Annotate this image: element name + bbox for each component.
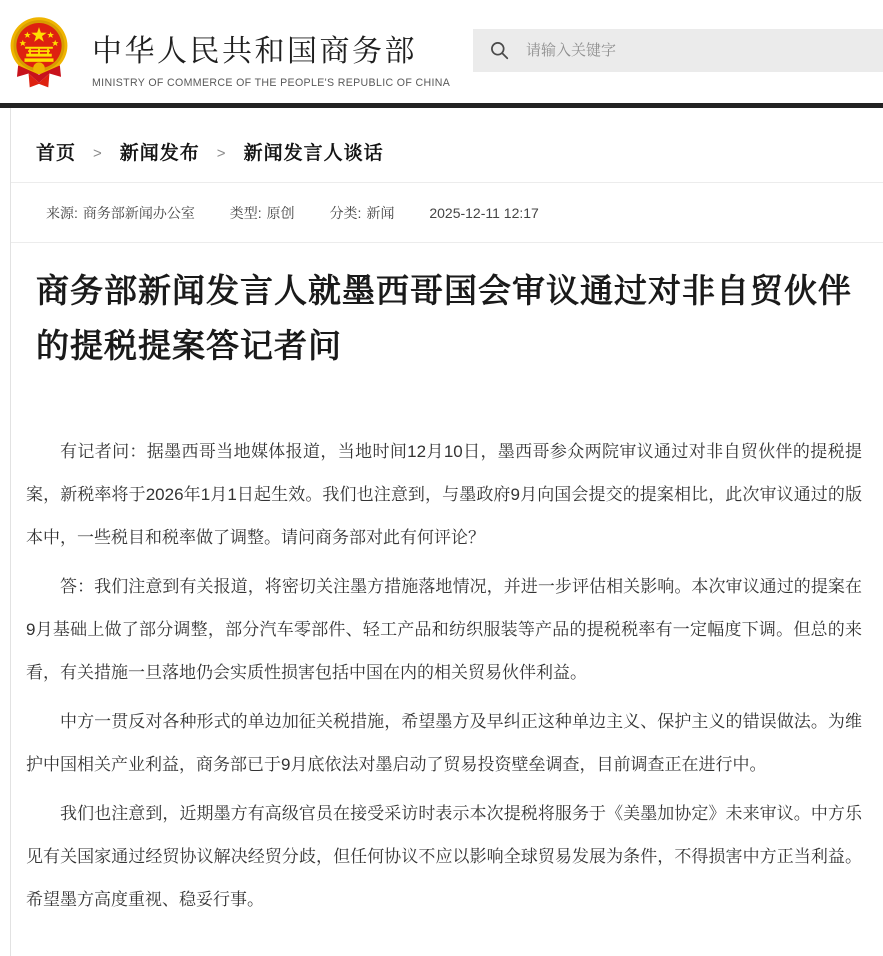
- breadcrumb-separator-icon: >: [216, 145, 227, 162]
- article: [11, 263, 883, 921]
- meta-source-label: 来源:: [46, 205, 78, 221]
- breadcrumb-item-news-release[interactable]: 新闻发布: [119, 143, 200, 164]
- article-paragraph-4: 我们也注意到，近期墨方有高级官员在接受采访时表示本次提税将服务于《美墨加协定》未来审议。中方乐见有关国家通过经贸协议解决经贸分歧，但任何协议不应以影响全球贸易发展为条件，不得损害中方正当利益。希望墨方高度重视、稳妥行事。: [26, 804, 862, 909]
- article-paragraph-3: 中方一贯反对各种形式的单边加征关税措施，希望墨方及早纠正这种单边主义、保护主义的错误做法。为维护中国相关产业利益，商务部已于9月底依法对墨启动了贸易投资壁垒调查，目前调查正在进行中。: [26, 712, 862, 774]
- breadcrumb-item-home[interactable]: 首页: [36, 143, 77, 164]
- search-icon[interactable]: [490, 41, 509, 60]
- article-paragraph-2: 答：我们注意到有关报道，将密切关注墨方措施落地情况，并进一步评估相关影响。本次审议通过的提案在9月基础上做了部分调整，部分汽车零部件、轻工产品和纺织服装等产品的提税税率有一定幅度下调。但总的来看，有关措施一旦落地仍会实质性损害包括中国在内的相关贸易伙伴利益。: [26, 577, 862, 682]
- meta-type: [230, 205, 295, 221]
- meta-category: [330, 205, 395, 221]
- article-body: [26, 430, 862, 921]
- site-subtitle-en: MINISTRY OF COMMERCE OF THE PEOPLE'S REPUBLIC OF CHINA: [92, 77, 451, 89]
- page-content: [10, 108, 883, 956]
- meta-category-value: 新闻: [366, 205, 395, 221]
- meta-type-value: 原创: [266, 205, 295, 221]
- national-emblem-icon: [10, 12, 68, 92]
- site-header: [0, 0, 883, 103]
- meta-type-label: 类型:: [229, 205, 262, 221]
- article-paragraph-1: 有记者问：据墨西哥当地媒体报道，当地时间12月10日，墨西哥参众两院审议通过对非自贸伙伴的提税提案，新税率将于2026年1月1日起生效。我们也注意到，与墨政府9月向国会提交的提案相比，此次审议通过的版本中，一些税目和税率做了调整。请问商务部对此有何评论？: [26, 442, 862, 547]
- search-box[interactable]: [473, 29, 883, 72]
- breadcrumb-item-spokesperson-remarks[interactable]: 新闻发言人谈话: [243, 143, 384, 164]
- meta-source: [46, 205, 195, 221]
- meta-source-value: 商务部新闻办公室: [82, 205, 195, 221]
- meta-datetime: 2025-12-11 12:17: [429, 205, 539, 221]
- article-meta: [11, 183, 883, 243]
- search-input[interactable]: [524, 41, 854, 60]
- breadcrumb-separator-icon: >: [93, 145, 103, 162]
- article-title: 商务部新闻发言人就墨西哥国会审议通过对非自贸伙伴的提税提案答记者问: [36, 272, 852, 364]
- breadcrumb: [11, 108, 883, 183]
- site-logo-link[interactable]: [10, 12, 450, 92]
- meta-category-label: 分类:: [329, 205, 362, 221]
- site-title: 中华人民共和国商务部: [92, 35, 417, 68]
